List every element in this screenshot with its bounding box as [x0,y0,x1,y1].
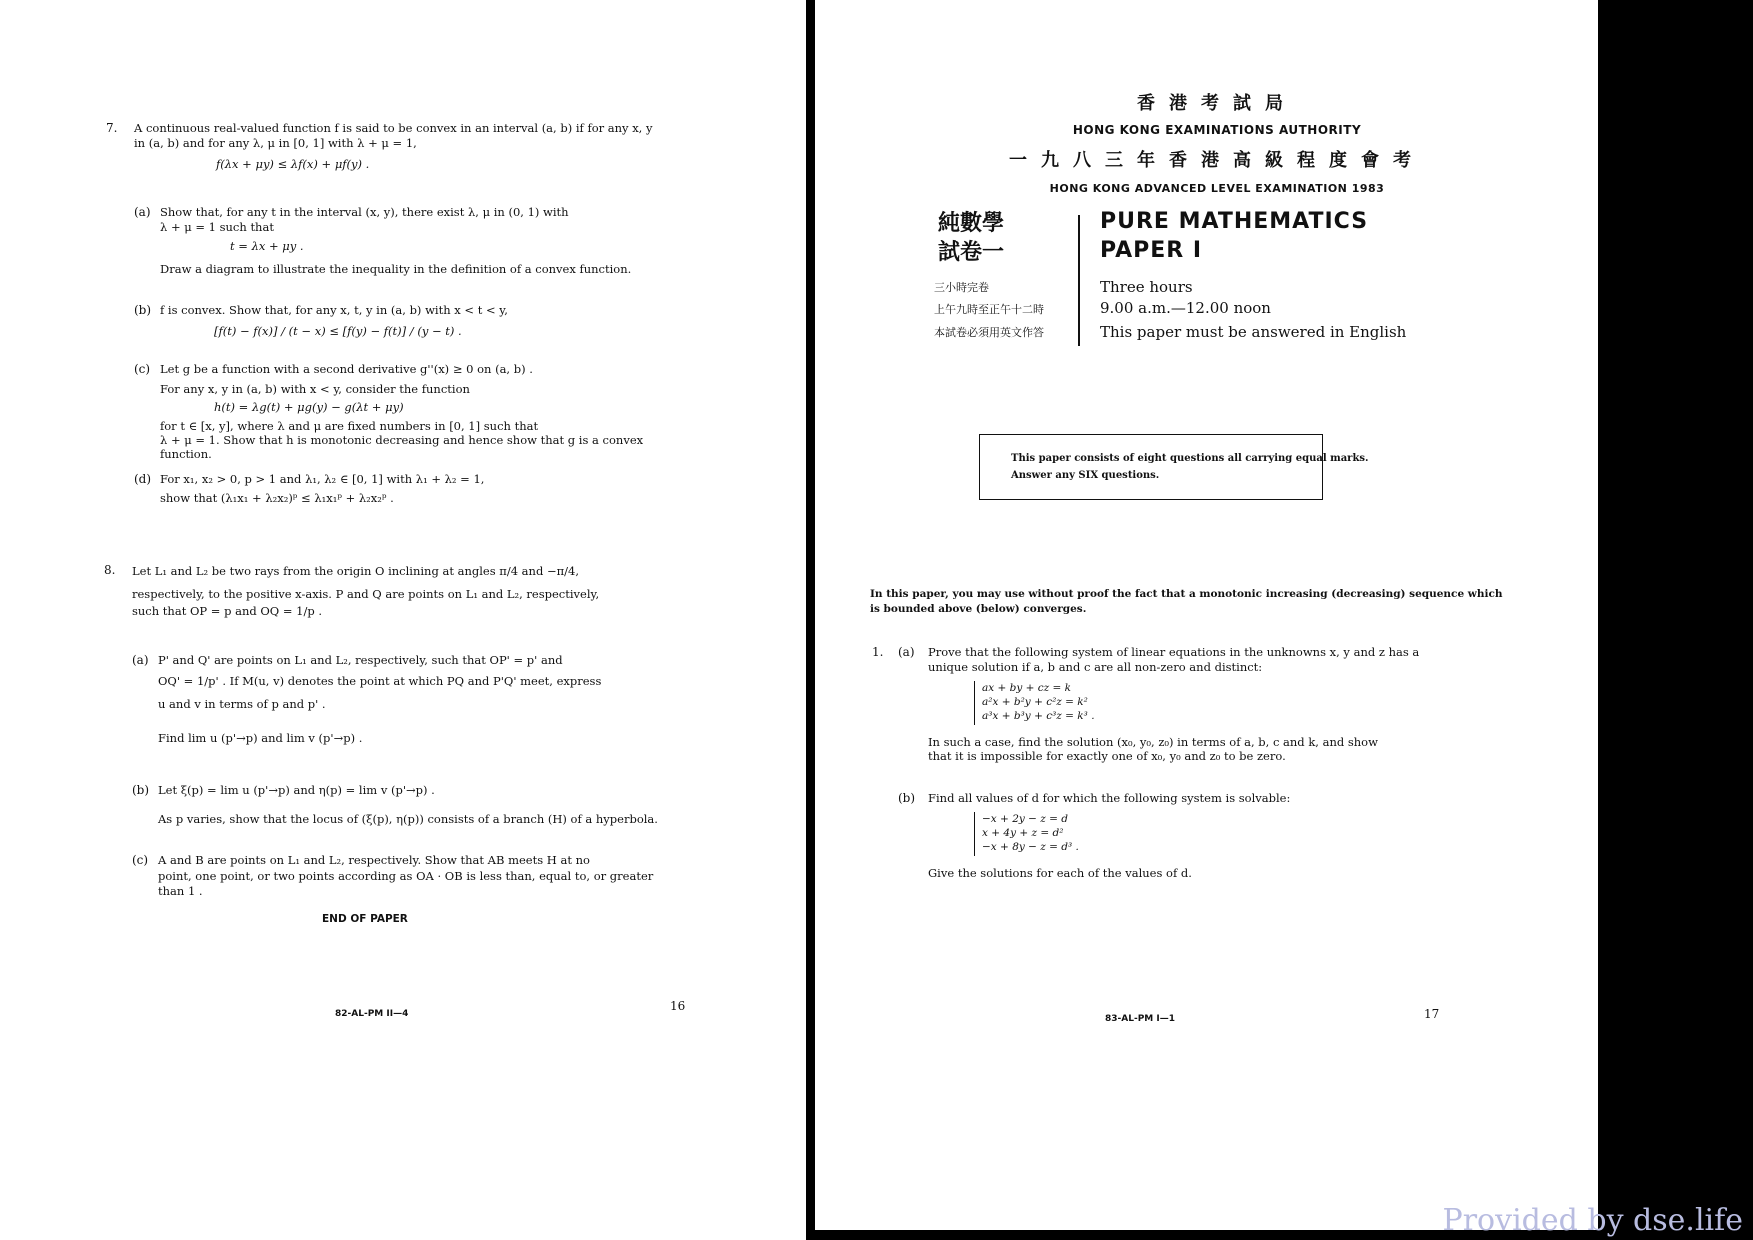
time-english: 9.00 a.m.—12.00 noon [1100,299,1271,317]
paper-chinese: 試卷一 [938,240,1005,265]
q8-intro-line-2: respectively, to the positive x-axis. P and Q are points on L₁ and L₂, respectively, [132,587,600,601]
q7c-label: (c) [134,362,151,376]
instructions-line-2: Answer any SIX questions. [1011,470,1160,481]
q8c-line-3: than 1 . [158,884,203,898]
language-english: This paper must be answered in English [1100,323,1407,341]
q7b-label: (b) [134,303,152,317]
exam-english-title: HONG KONG ADVANCED LEVEL EXAMINATION 1983 [1049,182,1385,195]
q7c-line-2: For any x, y in (a, b) with x < y, consider the function [160,382,470,396]
q1a-line-1: Prove that the following system of linear equations in the unknowns x, y and z has a [928,645,1420,659]
q7a-label: (a) [134,205,151,219]
q1b-equation-1: −x + 2y − z = d [982,813,1069,825]
q7a-formula: t = λx + μy . [230,239,304,253]
q7c-line-5: function. [160,447,212,461]
authority-english-name: HONG KONG EXAMINATIONS AUTHORITY [1072,123,1362,137]
left-page-number: 16 [670,999,686,1013]
q1a-line-3: In such a case, find the solution (x₀, y₀, z₀) in terms of a, b, c and k, and show [928,735,1378,749]
q1b-system-brace [974,812,975,856]
q1a-line-2: unique solution if a, b and c are all non-zero and distinct: [928,660,1263,674]
q7a-line-2: λ + μ = 1 such that [160,220,274,234]
instructions-box [979,434,1369,500]
right-page-number: 17 [1424,1007,1440,1021]
q1a-label: (a) [898,645,915,659]
q1b-equation-3: −x + 8y − z = d³ . [982,841,1079,853]
title-divider [1078,215,1080,346]
q7-intro-line-2: in (a, b) and for any λ, μ in [0, 1] with λ + μ = 1, [134,136,417,150]
q8b-line-2: As p varies, show that the locus of (ξ(p), η(p)) consists of a branch (H) of a hyperbola. [158,812,658,826]
q7c-line-1: Let g be a function with a second derivative g''(x) ≥ 0 on (a, b) . [160,362,533,376]
q7b-formula: [f(t) − f(x)] / (t − x) ≤ [f(y) − f(t)] / (y − t) . [214,324,462,338]
q1a-equation-1: ax + by + cz = k [982,682,1072,694]
q1b-line-1: Find all values of d for which the following system is solvable: [928,791,1291,805]
q1b-label: (b) [898,791,916,805]
preamble-line-1: In this paper, you may use without proof the fact that a monotonic increasing (decreasing) sequence which [870,588,1503,600]
q8c-label: (c) [132,853,149,867]
authority-chinese-name: 香港考試局 [1137,93,1297,114]
right-page [815,0,1598,1230]
q8c-line-1: A and B are points on L₁ and L₂, respectively. Show that AB meets H at no [158,853,590,867]
instructions-line-1: This paper consists of eight questions all carrying equal marks. [1011,453,1369,464]
q8b-label: (b) [132,783,150,797]
q7d-label: (d) [134,472,152,486]
preamble-line-2: is bounded above (below) converges. [870,603,1087,615]
q7-intro-line-1: A continuous real-valued function f is said to be convex in an interval (a, b) if for any x, y [134,121,653,135]
q7d-line-1: For x₁, x₂ > 0, p > 1 and λ₁, λ₂ ∈ [0, 1] with λ₁ + λ₂ = 1, [160,472,485,486]
paper-english: PAPER I [1100,238,1203,263]
q8a-line-1: P' and Q' are points on L₁ and L₂, respectively, such that OP' = p' and [158,653,563,667]
q1b-line-2: Give the solutions for each of the values of d. [928,866,1192,880]
left-page [0,0,806,1240]
time-chinese: 上午九時至正午十二時 [934,303,1044,316]
q8c-line-2: point, one point, or two points according as OA · OB is less than, equal to, or greater [158,869,654,883]
q7d-line-2: show that (λ₁x₁ + λ₂x₂)ᵖ ≤ λ₁x₁ᵖ + λ₂x₂ᵖ . [160,491,394,505]
end-of-paper: END OF PAPER [322,913,408,925]
q1a-system-brace [974,681,975,725]
q8a-label: (a) [132,653,149,667]
q7a-line-3: Draw a diagram to illustrate the inequality in the definition of a convex function. [160,262,632,276]
subject-chinese: 純數學 [938,211,1005,236]
q7c-line-3: for t ∈ [x, y], where λ and μ are fixed numbers in [0, 1] such that [160,419,539,433]
q8a-line-3: u and v in terms of p and p' . [158,697,326,711]
q8b-line-1: Let ξ(p) = lim u (p'→p) and η(p) = lim v (p'→p) . [158,783,435,797]
language-chinese: 本試卷必須用英文作答 [934,326,1044,339]
watermark: Provided by dse.life [1442,1203,1743,1238]
q7c-formula: h(t) = λg(t) + μg(y) − g(λt + μy) [214,400,404,414]
q7c-line-4: λ + μ = 1. Show that h is monotonic decreasing and hence show that g is a convex [160,433,644,447]
q7b-line-1: f is convex. Show that, for any x, t, y in (a, b) with x < t < y, [160,303,508,317]
duration-chinese: 三小時完卷 [934,281,989,294]
subject-english: PURE MATHEMATICS [1100,209,1369,234]
exam-chinese-title: 一九八三年香港高級程度會考 [1009,150,1425,171]
duration-english: Three hours [1100,278,1193,296]
q1a-equation-2: a²x + b²y + c²z = k² [982,696,1088,708]
q8a-line-4: Find lim u (p'→p) and lim v (p'→p) . [158,731,363,745]
q7a-line-1: Show that, for any t in the interval (x, y), there exist λ, μ in (0, 1) with [160,205,569,219]
q7-convex-inequality: f(λx + μy) ≤ λf(x) + μf(y) . [216,157,370,171]
q1b-equation-2: x + 4y + z = d² [982,827,1064,839]
q8-intro-line-1: Let L₁ and L₂ be two rays from the origin O inclining at angles π/4 and −π/4, [132,564,580,578]
right-footer-code: 83-AL-PM I—1 [1105,1014,1175,1024]
q8-intro-line-3: such that OP = p and OQ = 1/p . [132,604,323,618]
question-7-number: 7. [106,121,118,135]
q8a-line-2: OQ' = 1/p' . If M(u, v) denotes the point at which PQ and P'Q' meet, express [158,674,602,688]
question-1-number: 1. [872,645,884,659]
q1a-line-4: that it is impossible for exactly one of x₀, y₀ and z₀ to be zero. [928,749,1286,763]
q1a-equation-3: a³x + b³y + c³z = k³ . [982,710,1095,722]
question-8-number: 8. [104,563,116,577]
left-footer-code: 82-AL-PM II—4 [335,1009,409,1019]
